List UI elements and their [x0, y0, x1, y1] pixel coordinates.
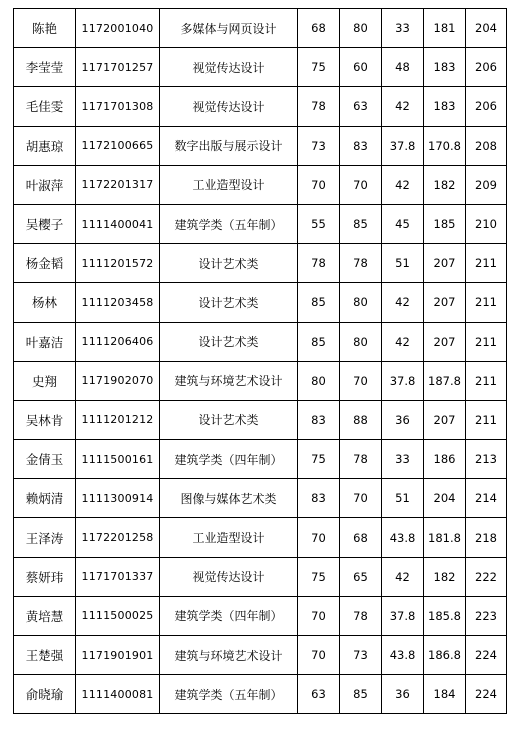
major-cell: 设计艺术类	[160, 283, 298, 322]
score-2-cell: 80	[340, 322, 382, 361]
score-3-cell: 36	[382, 675, 424, 714]
table-row	[14, 675, 507, 714]
student-id-cell: 1111203458	[76, 283, 160, 322]
student-name-cell: 陈艳	[14, 9, 76, 48]
rank-cell: 223	[466, 596, 507, 635]
table-row	[14, 440, 507, 479]
score-2-cell: 78	[340, 440, 382, 479]
student-id-cell: 1172001040	[76, 9, 160, 48]
table-row	[14, 48, 507, 87]
score-2-cell: 63	[340, 87, 382, 126]
total-score-cell: 207	[424, 244, 466, 283]
student-id-cell: 1171901901	[76, 636, 160, 675]
major-cell: 视觉传达设计	[160, 87, 298, 126]
score-1-cell: 75	[298, 48, 340, 87]
rank-cell: 208	[466, 126, 507, 165]
total-score-cell: 170.8	[424, 126, 466, 165]
major-cell: 建筑学类（五年制）	[160, 204, 298, 243]
score-1-cell: 70	[298, 518, 340, 557]
rank-cell: 218	[466, 518, 507, 557]
student-id-cell: 1111500025	[76, 596, 160, 635]
major-cell: 视觉传达设计	[160, 557, 298, 596]
student-name-cell: 叶淑萍	[14, 165, 76, 204]
score-1-cell: 55	[298, 204, 340, 243]
score-3-cell: 42	[382, 87, 424, 126]
score-1-cell: 75	[298, 557, 340, 596]
major-cell: 数字出版与展示设计	[160, 126, 298, 165]
student-name-cell: 黄培慧	[14, 596, 76, 635]
student-id-cell: 1111300914	[76, 479, 160, 518]
student-id-cell: 1111400041	[76, 204, 160, 243]
score-3-cell: 45	[382, 204, 424, 243]
table-row	[14, 400, 507, 439]
score-3-cell: 51	[382, 479, 424, 518]
total-score-cell: 204	[424, 479, 466, 518]
major-cell: 建筑与环境艺术设计	[160, 361, 298, 400]
major-cell: 建筑学类（四年制）	[160, 440, 298, 479]
score-1-cell: 73	[298, 126, 340, 165]
student-id-cell: 1111400081	[76, 675, 160, 714]
major-cell: 多媒体与网页设计	[160, 9, 298, 48]
student-name-cell: 王楚强	[14, 636, 76, 675]
student-id-cell: 1111500161	[76, 440, 160, 479]
total-score-cell: 181	[424, 9, 466, 48]
rank-cell: 211	[466, 322, 507, 361]
score-2-cell: 78	[340, 244, 382, 283]
student-name-cell: 俞晓瑜	[14, 675, 76, 714]
table-row	[14, 87, 507, 126]
total-score-cell: 184	[424, 675, 466, 714]
score-1-cell: 83	[298, 400, 340, 439]
total-score-cell: 187.8	[424, 361, 466, 400]
rank-cell: 213	[466, 440, 507, 479]
score-1-cell: 83	[298, 479, 340, 518]
score-3-cell: 42	[382, 165, 424, 204]
score-table	[13, 8, 507, 714]
major-cell: 设计艺术类	[160, 400, 298, 439]
total-score-cell: 185.8	[424, 596, 466, 635]
student-name-cell: 胡惠琼	[14, 126, 76, 165]
major-cell: 设计艺术类	[160, 322, 298, 361]
score-2-cell: 85	[340, 675, 382, 714]
score-3-cell: 48	[382, 48, 424, 87]
student-name-cell: 史翔	[14, 361, 76, 400]
score-1-cell: 78	[298, 244, 340, 283]
major-cell: 图像与媒体艺术类	[160, 479, 298, 518]
rank-cell: 209	[466, 165, 507, 204]
table-row	[14, 479, 507, 518]
score-2-cell: 68	[340, 518, 382, 557]
major-cell: 建筑学类（四年制）	[160, 596, 298, 635]
score-3-cell: 33	[382, 9, 424, 48]
score-3-cell: 42	[382, 557, 424, 596]
major-cell: 建筑学类（五年制）	[160, 675, 298, 714]
score-2-cell: 78	[340, 596, 382, 635]
student-id-cell: 1171701337	[76, 557, 160, 596]
table-row	[14, 126, 507, 165]
major-cell: 视觉传达设计	[160, 48, 298, 87]
total-score-cell: 182	[424, 165, 466, 204]
total-score-cell: 183	[424, 48, 466, 87]
rank-cell: 224	[466, 636, 507, 675]
rank-cell: 211	[466, 244, 507, 283]
student-id-cell: 1111206406	[76, 322, 160, 361]
score-3-cell: 43.8	[382, 518, 424, 557]
student-id-cell: 1172201317	[76, 165, 160, 204]
score-1-cell: 68	[298, 9, 340, 48]
score-3-cell: 42	[382, 283, 424, 322]
score-2-cell: 80	[340, 9, 382, 48]
student-name-cell: 毛佳雯	[14, 87, 76, 126]
score-2-cell: 73	[340, 636, 382, 675]
table-row	[14, 9, 507, 48]
score-2-cell: 70	[340, 479, 382, 518]
score-3-cell: 33	[382, 440, 424, 479]
student-name-cell: 赖炳清	[14, 479, 76, 518]
student-name-cell: 金倩玉	[14, 440, 76, 479]
score-1-cell: 75	[298, 440, 340, 479]
major-cell: 设计艺术类	[160, 244, 298, 283]
rank-cell: 204	[466, 9, 507, 48]
table-row	[14, 596, 507, 635]
rank-cell: 224	[466, 675, 507, 714]
table-body	[14, 9, 507, 714]
score-3-cell: 37.8	[382, 361, 424, 400]
student-name-cell: 杨林	[14, 283, 76, 322]
total-score-cell: 186.8	[424, 636, 466, 675]
score-1-cell: 78	[298, 87, 340, 126]
score-3-cell: 43.8	[382, 636, 424, 675]
student-name-cell: 吴樱子	[14, 204, 76, 243]
total-score-cell: 181.8	[424, 518, 466, 557]
score-1-cell: 63	[298, 675, 340, 714]
score-2-cell: 85	[340, 204, 382, 243]
table-row	[14, 518, 507, 557]
score-1-cell: 85	[298, 283, 340, 322]
major-cell: 工业造型设计	[160, 518, 298, 557]
rank-cell: 211	[466, 283, 507, 322]
score-1-cell: 70	[298, 596, 340, 635]
score-3-cell: 37.8	[382, 596, 424, 635]
score-2-cell: 80	[340, 283, 382, 322]
table-row	[14, 283, 507, 322]
major-cell: 建筑与环境艺术设计	[160, 636, 298, 675]
total-score-cell: 183	[424, 87, 466, 126]
rank-cell: 206	[466, 87, 507, 126]
major-cell: 工业造型设计	[160, 165, 298, 204]
student-id-cell: 1171701308	[76, 87, 160, 126]
score-2-cell: 65	[340, 557, 382, 596]
score-2-cell: 70	[340, 165, 382, 204]
student-id-cell: 1111201572	[76, 244, 160, 283]
student-id-cell: 1172201258	[76, 518, 160, 557]
table-row	[14, 204, 507, 243]
score-3-cell: 36	[382, 400, 424, 439]
score-1-cell: 70	[298, 165, 340, 204]
rank-cell: 214	[466, 479, 507, 518]
student-name-cell: 蔡妍玮	[14, 557, 76, 596]
total-score-cell: 207	[424, 400, 466, 439]
student-name-cell: 李莹莹	[14, 48, 76, 87]
score-2-cell: 88	[340, 400, 382, 439]
student-name-cell: 王泽涛	[14, 518, 76, 557]
student-name-cell: 杨金韬	[14, 244, 76, 283]
score-2-cell: 83	[340, 126, 382, 165]
score-3-cell: 42	[382, 322, 424, 361]
score-3-cell: 37.8	[382, 126, 424, 165]
total-score-cell: 207	[424, 283, 466, 322]
score-1-cell: 80	[298, 361, 340, 400]
score-3-cell: 51	[382, 244, 424, 283]
student-id-cell: 1111201212	[76, 400, 160, 439]
score-2-cell: 70	[340, 361, 382, 400]
score-1-cell: 85	[298, 322, 340, 361]
table-row	[14, 322, 507, 361]
total-score-cell: 186	[424, 440, 466, 479]
score-1-cell: 70	[298, 636, 340, 675]
table-row	[14, 361, 507, 400]
rank-cell: 211	[466, 361, 507, 400]
rank-cell: 210	[466, 204, 507, 243]
student-id-cell: 1171701257	[76, 48, 160, 87]
student-id-cell: 1172100665	[76, 126, 160, 165]
table-row	[14, 636, 507, 675]
table-row	[14, 557, 507, 596]
table-row	[14, 244, 507, 283]
table-row	[14, 165, 507, 204]
total-score-cell: 185	[424, 204, 466, 243]
rank-cell: 206	[466, 48, 507, 87]
total-score-cell: 207	[424, 322, 466, 361]
total-score-cell: 182	[424, 557, 466, 596]
student-name-cell: 叶嘉洁	[14, 322, 76, 361]
student-name-cell: 吴林肯	[14, 400, 76, 439]
student-id-cell: 1171902070	[76, 361, 160, 400]
score-2-cell: 60	[340, 48, 382, 87]
rank-cell: 211	[466, 400, 507, 439]
rank-cell: 222	[466, 557, 507, 596]
